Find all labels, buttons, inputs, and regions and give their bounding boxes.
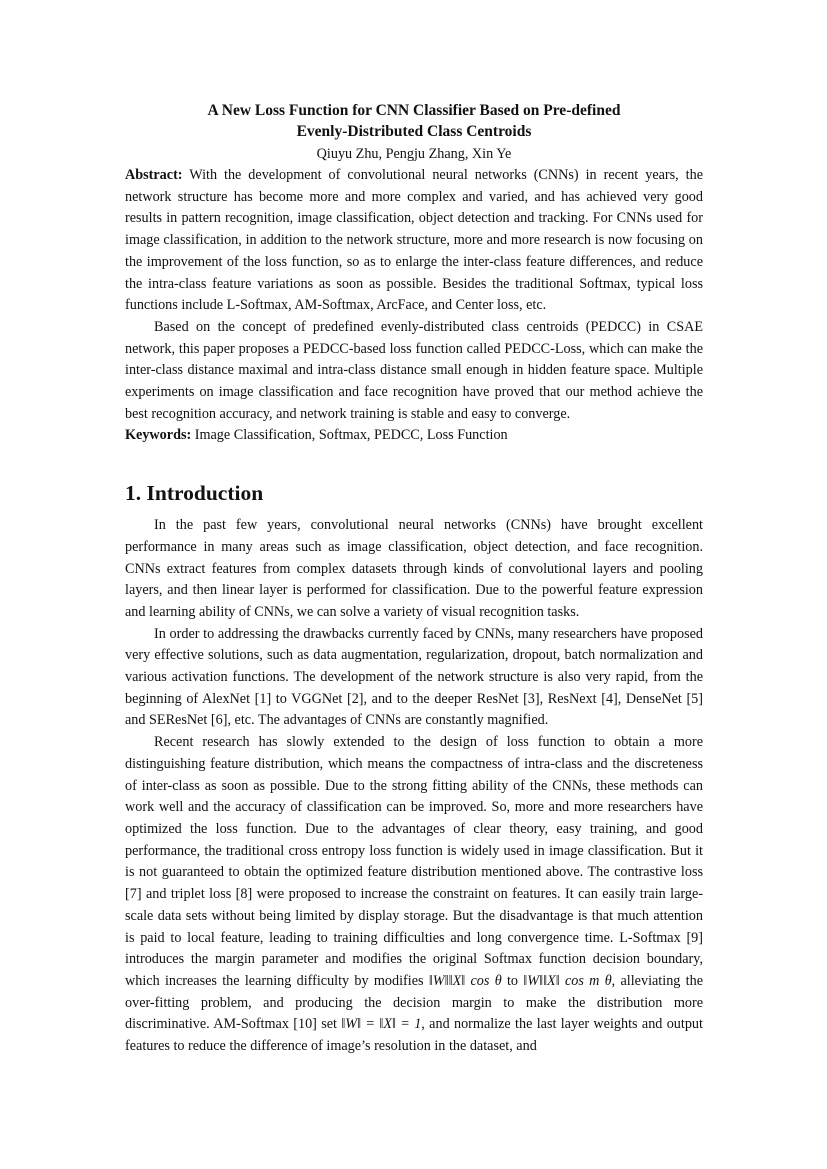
section-heading-introduction: 1. Introduction xyxy=(125,481,264,506)
formula-margin-logit: ‖W‖‖X‖ cos m θ xyxy=(523,972,612,989)
intro-p3-to: to xyxy=(501,972,524,989)
formula-original-logit: ‖W‖‖X‖ cos θ xyxy=(428,972,502,989)
formula-normalization: ‖W‖ = ‖X‖ = 1 xyxy=(341,1016,422,1033)
abstract-paragraph-2: Based on the concept of predefined evenly-distributed class centroids (PEDCC) in CSAE network, this paper proposes a PEDCC-based loss function called PEDCC-Loss, which can make the inter-class distance maximal and intra-class distance small enough in hidden feature space. Multiple experiments on image classification and face recognition have proved that our method achieve the best recognition accuracy, and network training is stable and easy to converge. xyxy=(125,318,703,422)
keywords-label: Keywords: xyxy=(125,427,192,444)
paper-title xyxy=(125,100,703,142)
keywords-text: Image Classification, Softmax, PEDCC, Loss Function xyxy=(191,427,508,444)
intro-p3-text-3: , and normalize the last layer weights and output features to reduce the difference of image’s resolution in the dataset, and xyxy=(125,1016,703,1055)
abstract-text-1: With the development of convolutional neural networks (CNNs) in recent years, the network structure has become more and more complex and varied, and has achieved very good results in pattern recognition, image classification, object detection and tracking. For CNNs used for image classification, in addition to the network structure, more and more research is now focusing on the improvement of the loss function, so as to enlarge the inter-class feature differences, and reduce the intra-class feature variations as soon as possible. Besides the traditional Softmax, typical loss functions include L-Softmax, AM-Softmax, ArcFace, and Center loss, etc. xyxy=(125,167,703,314)
intro-paragraph-3 xyxy=(125,732,703,1058)
paper-page xyxy=(125,100,703,1058)
title-line-2: Evenly-Distributed Class Centroids xyxy=(296,123,532,140)
author-list: Qiuyu Zhu, Pengju Zhang, Xin Ye xyxy=(316,146,512,162)
intro-paragraph-1: In the past few years, convolutional neural networks (CNNs) have brought excellent performance in many areas such as image classification, object detection, and face recognition. CNNs extract features from complex datasets through kinds of convolutional layers and pooling layers, and then linear layer is performed for classification. Due to the powerful feature expression and learning ability of CNNs, we can solve a variety of visual recognition tasks. xyxy=(125,517,703,620)
abstract-paragraph-1 xyxy=(125,165,703,317)
intro-p3-text-1: Recent research has slowly extended to the design of loss function to obtain a more distinguishing feature distribution, which means the compactness of intra-class and the discreteness of inter-class as soon as possible. Due to the strong fitting ability of the CNNs, these methods can work well and the accuracy of classification can be improved. So, more and more researchers have optimized the loss function. Due to the advantages of clear theory, easy training, and good performance, the traditional cross entropy loss function is widely used in image classification. But it is not guaranteed to obtain the optimized feature distribution mentioned above. The contrastive loss [7] and triplet loss [8] were proposed to increase the constraint on features. It can easily train large-scale data sets without being limited by display storage. But the disadvantage is that much attention is paid to local feature, leading to training difficulties and long convergence time. L-Softmax [9] introduces the margin parameter and modifies the original Softmax function decision boundary, which increases the learning difficulty by modifies xyxy=(125,734,703,989)
keywords-line xyxy=(125,425,703,447)
intro-p3-text-2: , alleviating the over-fitting problem, and producing the decision margin to make the distribution more discriminative. AM-Softmax [10] set xyxy=(125,972,703,1033)
title-line-1: A New Loss Function for CNN Classifier Based on Pre-defined xyxy=(207,102,621,119)
abstract-label: Abstract: xyxy=(125,167,183,183)
intro-paragraph-2: In order to addressing the drawbacks currently faced by CNNs, many researchers have proposed very effective solutions, such as data augmentation, regularization, dropout, batch normalization and various activation functions. The development of the network structure is also very rapid, from the beginning of AlexNet [1] to VGGNet [2], and to the deeper ResNet [3], ResNext [4], DenseNet [5] and SEResNet [6], etc. The advantages of CNNs are constantly magnified. xyxy=(125,625,703,729)
